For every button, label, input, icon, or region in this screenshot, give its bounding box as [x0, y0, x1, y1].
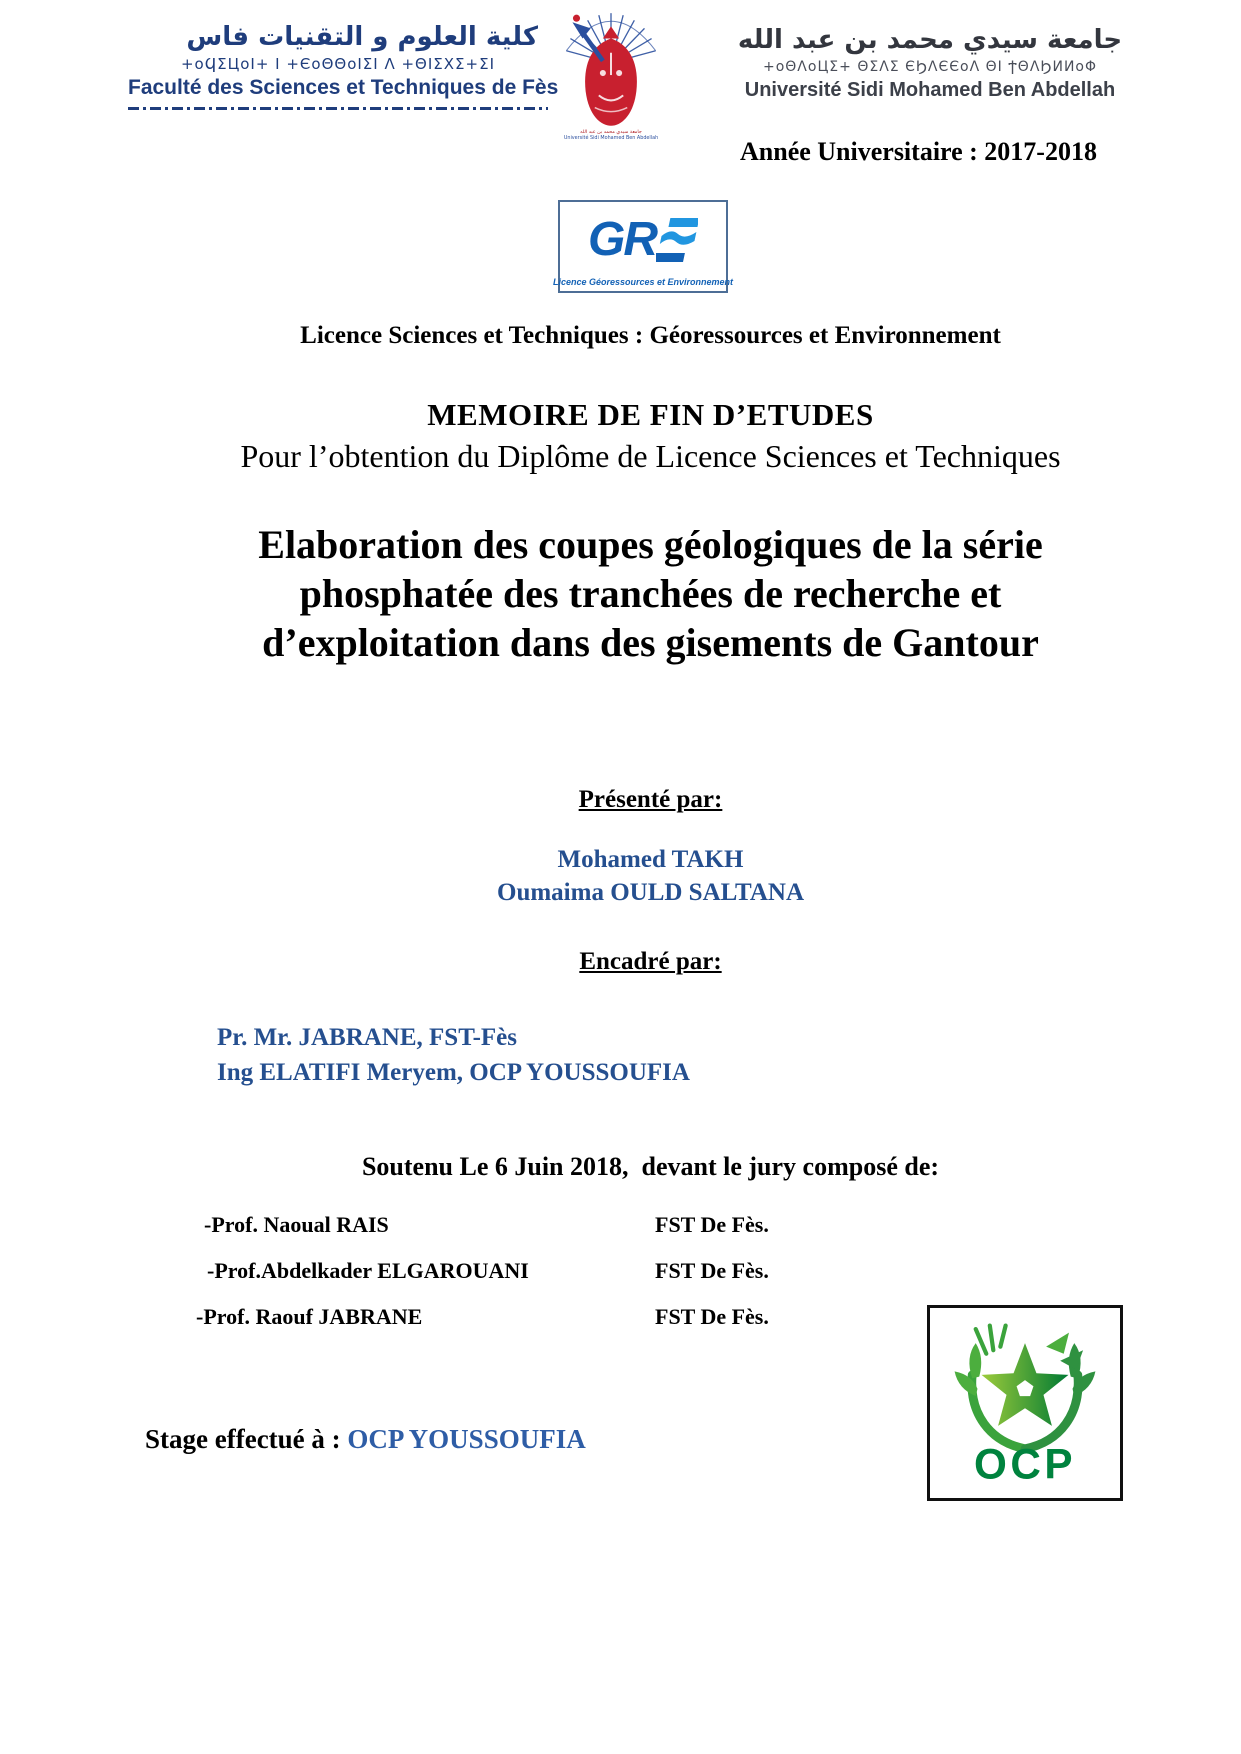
jury-member-name: -Prof.Abdelkader ELGAROUANI — [207, 1258, 529, 1283]
ocp-emblem-icon — [937, 1315, 1113, 1491]
academic-year: Année Universitaire : 2017-2018 — [740, 137, 1097, 166]
university-name-french: Université Sidi Mohamed Ben Abdellah — [744, 79, 1116, 101]
faculty-divider — [128, 107, 548, 110]
faculty-name-arabic: كلية العلوم و التقنيات فاس — [186, 22, 538, 52]
gre-logo-caption: Licence Géoressources et Environnement — [552, 277, 734, 287]
author-name: Mohamed TAKH — [557, 846, 744, 873]
jury-member-affiliation: FST De Fès. — [655, 1258, 769, 1283]
university-name-tifinagh: +oΘΛoЦΣ+ ΘΣΛΣ ЄϦΛЄЄoΛ ΘI ϮΘΛϦИИoΦ — [762, 59, 1098, 75]
memoir-heading: MEMOIRE DE FIN D’ETUDES — [427, 397, 874, 432]
jury-member-affiliation: FST De Fès. — [655, 1304, 769, 1329]
thesis-title-line: phosphatée des tranchées de recherche et — [299, 571, 1002, 616]
memoir-subheading: Pour l’obtention du Diplôme de Licence Sciences et Techniques — [240, 438, 1061, 474]
thesis-title-line: Elaboration des coupes géologiques de la série — [258, 522, 1043, 567]
author-name: Oumaima OULD SALTANA — [497, 879, 804, 906]
supervisor-name: Pr. Mr. JABRANE, FST-Fès — [217, 1024, 518, 1051]
program-title: Licence Sciences et Techniques : Géoressources et Environnement — [300, 322, 1001, 349]
thesis-title — [60, 520, 1241, 667]
jury-member-affiliation: FST De Fès. — [655, 1212, 769, 1237]
jury-member-name: -Prof. Raouf JABRANE — [196, 1304, 423, 1329]
gre-logo-mark — [588, 202, 698, 277]
internship-label: Stage effectué à : — [145, 1424, 341, 1454]
supervised-by-label: Encadré par: — [579, 948, 722, 975]
university-name-arabic: جامعة سيدي محمد بن عبد الله — [737, 25, 1123, 55]
seal-caption-arabic: جامعة سيدي محمد بن عبد الله — [580, 128, 642, 135]
faculty-block — [128, 20, 559, 110]
ocp-logo-text: OCP — [973, 1440, 1077, 1488]
seal-caption-french: Université Sidi Mohamed Ben Abdellah — [563, 134, 659, 140]
author-list — [60, 843, 1241, 909]
gre-logo-e-icon — [656, 215, 698, 265]
supervisor-name: Ing ELATIFI Meryem, OCP YOUSSOUFIA — [217, 1059, 690, 1086]
jury-member-name: -Prof. Naoual RAIS — [204, 1212, 389, 1237]
gre-logo — [552, 200, 734, 293]
ocp-logo — [927, 1305, 1123, 1501]
supervisor-list — [217, 1020, 690, 1090]
internship-company: OCP YOUSSOUFIA — [347, 1424, 586, 1454]
gre-logo-text: GR — [588, 212, 656, 266]
faculty-name-french: Faculté des Sciences et Techniques de Fès — [128, 76, 559, 99]
university-block — [722, 22, 1138, 104]
defense-intro: Soutenu Le 6 Juin 2018, devant le jury composé de: — [361, 1152, 940, 1181]
university-seal-icon — [558, 2, 664, 140]
faculty-name-tifinagh: +oϤΣЦoI+ I +ЄoΘΘoIΣI Λ +ΘIΣΧΣ+ΣI — [180, 55, 495, 73]
presented-by-label: Présenté par: — [578, 786, 723, 813]
internship-line — [145, 1424, 586, 1455]
thesis-title-line: d’exploitation dans des gisements de Gantour — [262, 620, 1039, 665]
